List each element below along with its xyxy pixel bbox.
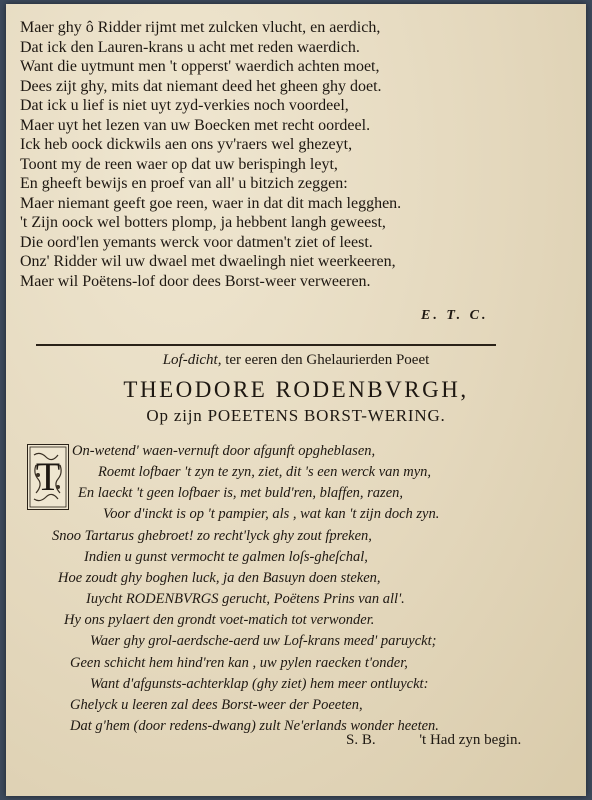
poem-line: Maer uyt het lezen van uw Boecken met recht oordeel. (20, 116, 371, 134)
signature-initials: S. B. (346, 732, 376, 748)
poem-line: Ick heb oock dickwils aen ons yv'raers wel ghezeyt, (20, 136, 353, 153)
poem-line: Snoo Tartarus ghebroet! zo recht'lyck ghy zout fpreken, (52, 528, 372, 544)
poem-line: Dat ick u lief is niet uyt zyd-verkies noch voordeel, (20, 97, 349, 114)
poem-line: Want die uytmunt men 't opperst' waerdich achten moet, (20, 58, 380, 75)
heading-italic: Lof-dicht, (162, 352, 222, 368)
poem-line: Iuycht RODENBVRGS gerucht, Poëtens Prins van all'. (86, 591, 405, 607)
poem-line: Hoe zoudt ghy boghen luck, ja den Basuyn doen steken, (58, 570, 381, 586)
poem-two-signature (346, 732, 521, 749)
poem-line: Indien u gunst vermocht te galmen loſs-gheſchal, (84, 549, 368, 565)
poet-name: THEODORE RODENBVRGH, (123, 377, 469, 402)
poem-line: Dat ick den Lauren-krans u acht met reden waerdich. (20, 38, 360, 56)
poem-line: Waer ghy grol-aerdsche-aerd uw Lof-krans meed' paruyckt; (90, 633, 437, 649)
poem-line: Voor d'inckt is op 't pampier, als , wat kan 't zijn doch zyn. (103, 506, 440, 522)
poem-line: En gheeft bewijs en proef van all' u bitzich zeggen: (20, 175, 348, 192)
poem-line: Roemt lofbaer 't zyn te zyn, ziet, dit 's een werck van myn, (98, 464, 432, 480)
signature-motto: 't Had zyn begin. (419, 732, 522, 748)
poem-line: Geen schicht hem hind'ren kan , uw pylen raecken t'onder, (70, 655, 408, 671)
poem-line: Dees zijt ghy, mits dat niemant deed het gheen ghy doet. (20, 77, 382, 95)
heading-rest: ter eeren den Ghelaurierden Poeet (225, 352, 430, 368)
poem-line: Hy ons pylaert den grondt voet-matich tot verwonder. (64, 612, 375, 628)
poem-line: Maer niemant geeft goe reen, waer in dat dit mach legghen. (20, 194, 402, 212)
poem-heading (6, 352, 586, 369)
poem-one (20, 18, 540, 291)
poem-line: Onz' Ridder wil uw dwael met dwaelingh niet weerkeeren, (20, 253, 396, 270)
poem-subtitle: Op zijn POEETENS BORST-WERING. (146, 406, 446, 425)
poem-line: Toont my de reen waer op dat uw berispingh leyt, (20, 155, 338, 173)
poem-line: Ghelyck u leeren zal dees Borst-weer der Poeeten, (70, 697, 363, 713)
section-divider (36, 344, 496, 346)
poem-line: Want d'afgunsts-achterklap (ghy ziet) hem meer ontluyckt: (90, 676, 429, 692)
poem-line: Maer ghy ô Ridder rijmt met zulcken vlucht, en aerdich, (20, 19, 381, 36)
decorated-initial-letter (27, 444, 69, 510)
poem-line: Maer wil Poëtens-lof door dees Borst-weer verweeren. (20, 272, 371, 290)
poem-line: 't Zijn oock wel botters plomp, ja hebbent langh geweest, (20, 214, 386, 231)
poem-line: En laeckt 't geen lofbaer is, met buld'ren, blaffen, razen, (78, 485, 404, 501)
poem-line: Dat g'hem (door redens-dwang) zult Ne'erlands wonder heeten. (70, 718, 439, 734)
poem-line: Die oord'len yemants werck voor datmen't ziet of leest. (20, 233, 373, 251)
poem-line: On-wetend' waen-vernuft door afgunft opgheblasen, (72, 443, 376, 459)
initial-letter: T (35, 454, 61, 499)
ornament-icon (28, 445, 68, 509)
book-page (6, 4, 586, 796)
poem-one-signature: E. T. C. (421, 308, 489, 323)
